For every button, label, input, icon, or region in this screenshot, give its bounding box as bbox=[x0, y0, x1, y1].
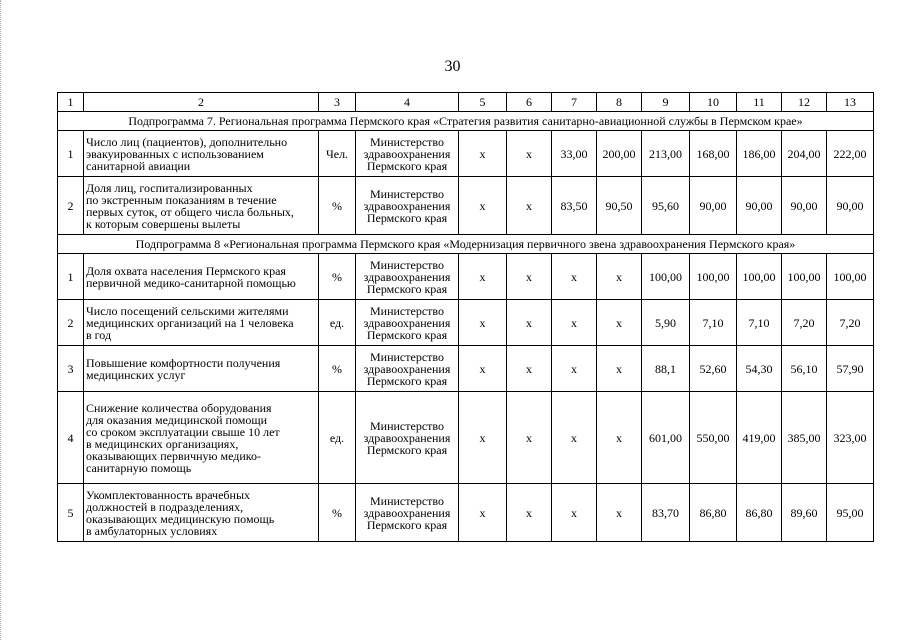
row-number: 1 bbox=[58, 131, 84, 177]
value-cell: х bbox=[597, 484, 642, 542]
indicator-name-line: санитарной авиации bbox=[86, 158, 191, 173]
value-cell: 168,00 bbox=[690, 131, 737, 177]
indicator-name-line: в год bbox=[86, 327, 112, 342]
indicator-name-line: в амбулаторных условиях bbox=[86, 523, 218, 538]
responsible-org-line: здравоохранения bbox=[363, 315, 451, 330]
unit-cell: Чел. bbox=[319, 131, 356, 177]
value-cell: 100,00 bbox=[690, 254, 737, 300]
indicator-name bbox=[84, 254, 319, 300]
value-cell: х bbox=[459, 177, 507, 235]
value-cell: 86,80 bbox=[690, 484, 737, 542]
indicator-name-line: по экстренным показаниям в течение bbox=[86, 192, 277, 207]
row-number: 2 bbox=[58, 177, 84, 235]
column-header: 1 bbox=[58, 93, 84, 112]
responsible-org bbox=[356, 131, 459, 177]
table-row bbox=[58, 177, 874, 235]
value-cell: х bbox=[507, 300, 552, 346]
indicator-name-line: оказывающих медицинскую помощь bbox=[86, 511, 275, 526]
value-cell: 90,00 bbox=[782, 177, 827, 235]
unit-cell: % bbox=[319, 484, 356, 542]
column-header: 12 bbox=[782, 93, 827, 112]
column-header: 9 bbox=[642, 93, 690, 112]
responsible-org-line: здравоохранения bbox=[363, 269, 451, 284]
row-number: 4 bbox=[58, 392, 84, 484]
column-header: 8 bbox=[597, 93, 642, 112]
column-header: 3 bbox=[319, 93, 356, 112]
responsible-org-line: Министерство bbox=[370, 349, 444, 364]
value-cell: х bbox=[507, 177, 552, 235]
indicator-name-line: эвакуированных с использованием bbox=[86, 146, 264, 161]
indicator-name-line: первых суток, от общего числа больных, bbox=[86, 204, 294, 219]
responsible-org-line: Министерство bbox=[370, 257, 444, 272]
value-cell: 83,70 bbox=[642, 484, 690, 542]
indicator-name bbox=[84, 300, 319, 346]
value-cell: 90,50 bbox=[597, 177, 642, 235]
value-cell: 90,00 bbox=[737, 177, 782, 235]
table-body bbox=[58, 93, 874, 542]
value-cell: 7,20 bbox=[782, 300, 827, 346]
value-cell: 56,10 bbox=[782, 346, 827, 392]
responsible-org-line: Пермского края bbox=[366, 327, 448, 342]
value-cell: 204,00 bbox=[782, 131, 827, 177]
indicator-name-line: Снижение количества оборудования bbox=[86, 400, 272, 415]
responsible-org-line: Пермского края bbox=[366, 158, 448, 173]
value-cell: 33,00 bbox=[552, 131, 597, 177]
table-row bbox=[58, 254, 874, 300]
indicator-name bbox=[84, 346, 319, 392]
value-cell: х bbox=[459, 392, 507, 484]
responsible-org-line: здравоохранения bbox=[363, 146, 451, 161]
indicator-name-line: со сроком эксплуатации свыше 10 лет bbox=[86, 424, 280, 439]
value-cell: х bbox=[597, 392, 642, 484]
unit-cell: % bbox=[319, 177, 356, 235]
indicator-name-line: санитарную помощь bbox=[86, 460, 192, 475]
column-header: 10 bbox=[690, 93, 737, 112]
value-cell: 419,00 bbox=[737, 392, 782, 484]
value-cell: 550,00 bbox=[690, 392, 737, 484]
responsible-org bbox=[356, 300, 459, 346]
subprogram-heading-row bbox=[58, 235, 874, 254]
indicator-name-line: Число посещений сельскими жителями bbox=[86, 303, 289, 318]
value-cell: 90,00 bbox=[827, 177, 874, 235]
value-cell: х bbox=[459, 484, 507, 542]
value-cell: х bbox=[459, 346, 507, 392]
responsible-org-line: Пермского края bbox=[366, 210, 448, 225]
responsible-org-line: Пермского края bbox=[366, 517, 448, 532]
value-cell: 186,00 bbox=[737, 131, 782, 177]
column-header: 6 bbox=[507, 93, 552, 112]
responsible-org-line: здравоохранения bbox=[363, 361, 451, 376]
responsible-org bbox=[356, 177, 459, 235]
responsible-org-line: Министерство bbox=[370, 303, 444, 318]
row-number: 5 bbox=[58, 484, 84, 542]
indicator-name-line: к которым совершены вылеты bbox=[86, 216, 241, 231]
row-number: 2 bbox=[58, 300, 84, 346]
value-cell: х bbox=[552, 392, 597, 484]
indicator-name-line: в медицинских организациях, bbox=[86, 436, 239, 451]
table-row bbox=[58, 300, 874, 346]
responsible-org bbox=[356, 254, 459, 300]
scan-edge bbox=[0, 0, 4, 640]
responsible-org bbox=[356, 392, 459, 484]
indicator-name-line: медицинских услуг bbox=[86, 367, 186, 382]
value-cell: 86,80 bbox=[737, 484, 782, 542]
indicator-name bbox=[84, 484, 319, 542]
value-cell: х bbox=[552, 254, 597, 300]
value-cell: х bbox=[552, 346, 597, 392]
responsible-org-line: Пермского края bbox=[366, 442, 448, 457]
value-cell: 100,00 bbox=[642, 254, 690, 300]
indicator-name-line: оказывающих первичную медико- bbox=[86, 448, 262, 463]
value-cell: х bbox=[459, 131, 507, 177]
value-cell: 57,90 bbox=[827, 346, 874, 392]
indicator-name bbox=[84, 177, 319, 235]
value-cell: х bbox=[552, 300, 597, 346]
value-cell: 100,00 bbox=[737, 254, 782, 300]
indicator-name-line: Повышение комфортности получения bbox=[86, 355, 281, 370]
unit-cell: ед. bbox=[319, 392, 356, 484]
value-cell: 601,00 bbox=[642, 392, 690, 484]
value-cell: 95,00 bbox=[827, 484, 874, 542]
value-cell: х bbox=[459, 254, 507, 300]
responsible-org-line: здравоохранения bbox=[363, 198, 451, 213]
indicator-name-line: Число лиц (пациентов), дополнительно bbox=[86, 134, 288, 149]
column-header: 13 bbox=[827, 93, 874, 112]
value-cell: х bbox=[459, 300, 507, 346]
responsible-org-line: здравоохранения bbox=[363, 430, 451, 445]
value-cell: 100,00 bbox=[827, 254, 874, 300]
table-row bbox=[58, 346, 874, 392]
indicator-name-line: медицинских организаций на 1 человека bbox=[86, 315, 294, 330]
value-cell: 5,90 bbox=[642, 300, 690, 346]
value-cell: х bbox=[552, 484, 597, 542]
responsible-org-line: Министерство bbox=[370, 186, 444, 201]
responsible-org bbox=[356, 346, 459, 392]
page-number: 30 bbox=[444, 58, 461, 75]
indicator-name-line: Доля охвата населения Пермского края bbox=[86, 263, 286, 278]
value-cell: 54,30 bbox=[737, 346, 782, 392]
responsible-org-line: Пермского края bbox=[366, 373, 448, 388]
indicator-name-line: Укомплектованность врачебных bbox=[86, 487, 251, 502]
value-cell: 89,60 bbox=[782, 484, 827, 542]
indicator-name bbox=[84, 392, 319, 484]
value-cell: 323,00 bbox=[827, 392, 874, 484]
indicator-name-line: для оказания медицинской помощи bbox=[86, 412, 267, 427]
value-cell: х bbox=[597, 346, 642, 392]
indicator-name-line: первичной медико-санитарной помощью bbox=[86, 275, 296, 290]
row-number: 1 bbox=[58, 254, 84, 300]
value-cell: х bbox=[507, 392, 552, 484]
column-header: 4 bbox=[356, 93, 459, 112]
value-cell: х bbox=[507, 131, 552, 177]
indicator-name-line: должностей в подразделениях, bbox=[86, 499, 244, 514]
table-row bbox=[58, 392, 874, 484]
column-header: 2 bbox=[84, 93, 319, 112]
value-cell: х bbox=[597, 254, 642, 300]
responsible-org-line: Министерство bbox=[370, 418, 444, 433]
responsible-org-line: Министерство bbox=[370, 493, 444, 508]
value-cell: 95,60 bbox=[642, 177, 690, 235]
value-cell: 100,00 bbox=[782, 254, 827, 300]
header-row bbox=[58, 93, 874, 112]
subprogram-title: Подпрограмма 7. Региональная программа Пермского края «Стратегия развития санитарно-авиационной службы в Пермском крае» bbox=[58, 112, 874, 131]
unit-cell: ед. bbox=[319, 300, 356, 346]
value-cell: х bbox=[597, 300, 642, 346]
value-cell: 200,00 bbox=[597, 131, 642, 177]
value-cell: х bbox=[507, 346, 552, 392]
value-cell: 83,50 bbox=[552, 177, 597, 235]
indicator-name bbox=[84, 131, 319, 177]
value-cell: 222,00 bbox=[827, 131, 874, 177]
value-cell: 88,1 bbox=[642, 346, 690, 392]
subprogram-heading-row bbox=[58, 112, 874, 131]
value-cell: 7,20 bbox=[827, 300, 874, 346]
value-cell: 385,00 bbox=[782, 392, 827, 484]
column-header: 7 bbox=[552, 93, 597, 112]
column-header: 11 bbox=[737, 93, 782, 112]
responsible-org-line: Министерство bbox=[370, 134, 444, 149]
responsible-org-line: Пермского края bbox=[366, 281, 448, 296]
column-header: 5 bbox=[459, 93, 507, 112]
unit-cell: % bbox=[319, 254, 356, 300]
indicator-name-line: Доля лиц, госпитализированных bbox=[86, 180, 253, 195]
value-cell: 52,60 bbox=[690, 346, 737, 392]
unit-cell: % bbox=[319, 346, 356, 392]
value-cell: 213,00 bbox=[642, 131, 690, 177]
table-row bbox=[58, 131, 874, 177]
table-row bbox=[58, 484, 874, 542]
indicator-table bbox=[57, 92, 874, 542]
row-number: 3 bbox=[58, 346, 84, 392]
responsible-org-line: здравоохранения bbox=[363, 505, 451, 520]
value-cell: 7,10 bbox=[690, 300, 737, 346]
value-cell: 7,10 bbox=[737, 300, 782, 346]
responsible-org bbox=[356, 484, 459, 542]
subprogram-title: Подпрограмма 8 «Региональная программа Пермского края «Модернизация первичного звена здравоохранения Пермского края» bbox=[58, 235, 874, 254]
value-cell: х bbox=[507, 254, 552, 300]
value-cell: х bbox=[507, 484, 552, 542]
value-cell: 90,00 bbox=[690, 177, 737, 235]
